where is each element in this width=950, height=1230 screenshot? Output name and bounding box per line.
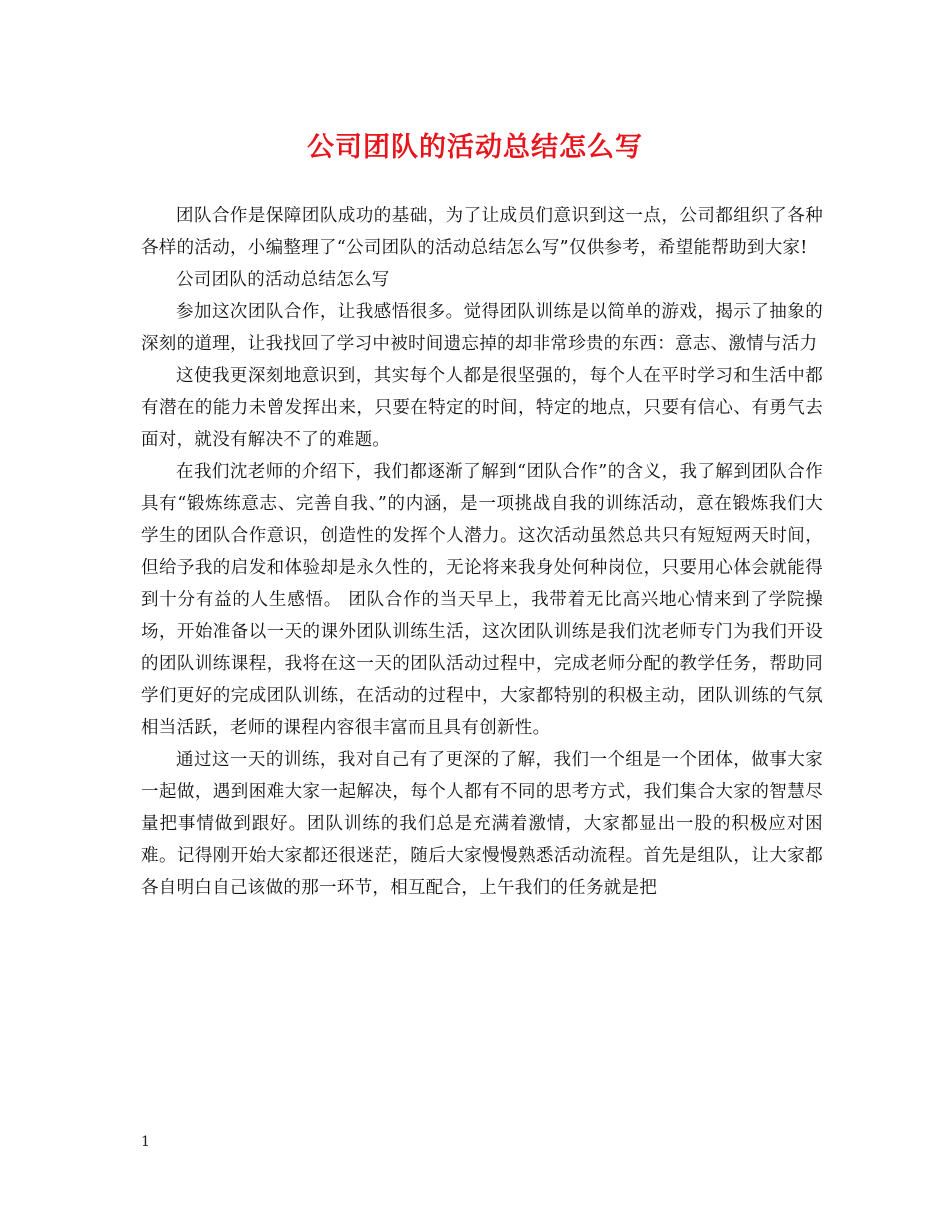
paragraph-realization: 这使我更深刻地意识到，其实每个人都是很坚强的，每个人在平时学习和生活中都有潜在的能力未曾发挥出来，只要在特定的时间，特定的地点，只要有信心、有勇气去面对，就没有解决不了的难题。 (141, 366, 823, 450)
page-number: 1 (141, 1134, 150, 1150)
paragraph-intro: 团队合作是保障团队成功的基础，为了让成员们意识到这一点，公司都组织了各种各样的活动，小编整理了“公司团队的活动总结怎么写”仅供参考，希望能帮助到大家! (141, 206, 823, 258)
paragraph-teamwork: 通过这一天的训练，我对自己有了更深的了解，我们一个组是一个团体，做事大家一起做，遇到困难大家一起解决，每个人都有不同的思考方式，我们集合大家的智慧尽量把事情做到跟好。团队训练的我们总是充满着激情，大家都显出一股的积极应对困难。记得刚开始大家都还很迷茫，随后大家慢慢熟悉活动流程。首先是组队，让大家都各自明白自己该做的那一环节，相互配合，上午我们的任务就是把 (141, 750, 823, 898)
paragraph-training-day: 在我们沈老师的介绍下，我们都逐渐了解到“团队合作”的含义，我了解到团队合作具有“锻炼练意志、完善自我、”的内涵，是一项挑战自我的训练活动，意在锻炼我们大学生的团队合作意识，创造性的发挥个人潜力。这次活动虽然总共只有短短两天时间，但给予我的启发和体验却是永久性的，无论将来我身处何种岗位，只要用心体会就能得到十分有益的人生感悟。 团队合作的当天早上，我带着无比高兴地心情来到了学院操场，开始准备以一天的课外团队训练生活，这次团队训练是我们沈老师专门为我们开设的团队训练课程，我将在这一天的团队活动过程中，完成老师分配的教学任务，帮助同学们更好的完成团队训练，在活动的过程中，大家都特别的积极主动，团队训练的气氛相当活跃，老师的课程内容很丰富而且具有创新性。 (141, 462, 823, 738)
paragraph-subheading: 公司团队的活动总结怎么写 (176, 270, 390, 290)
document-body (141, 200, 823, 904)
paragraph-reflection: 参加这次团队合作，让我感悟很多。觉得团队训练是以简单的游戏，揭示了抽象的深刻的道理，让我找回了学习中被时间遗忘掉的却非常珍贵的东西：意志、激情与活力 (141, 302, 823, 354)
document-title: 公司团队的活动总结怎么写 (307, 132, 643, 163)
